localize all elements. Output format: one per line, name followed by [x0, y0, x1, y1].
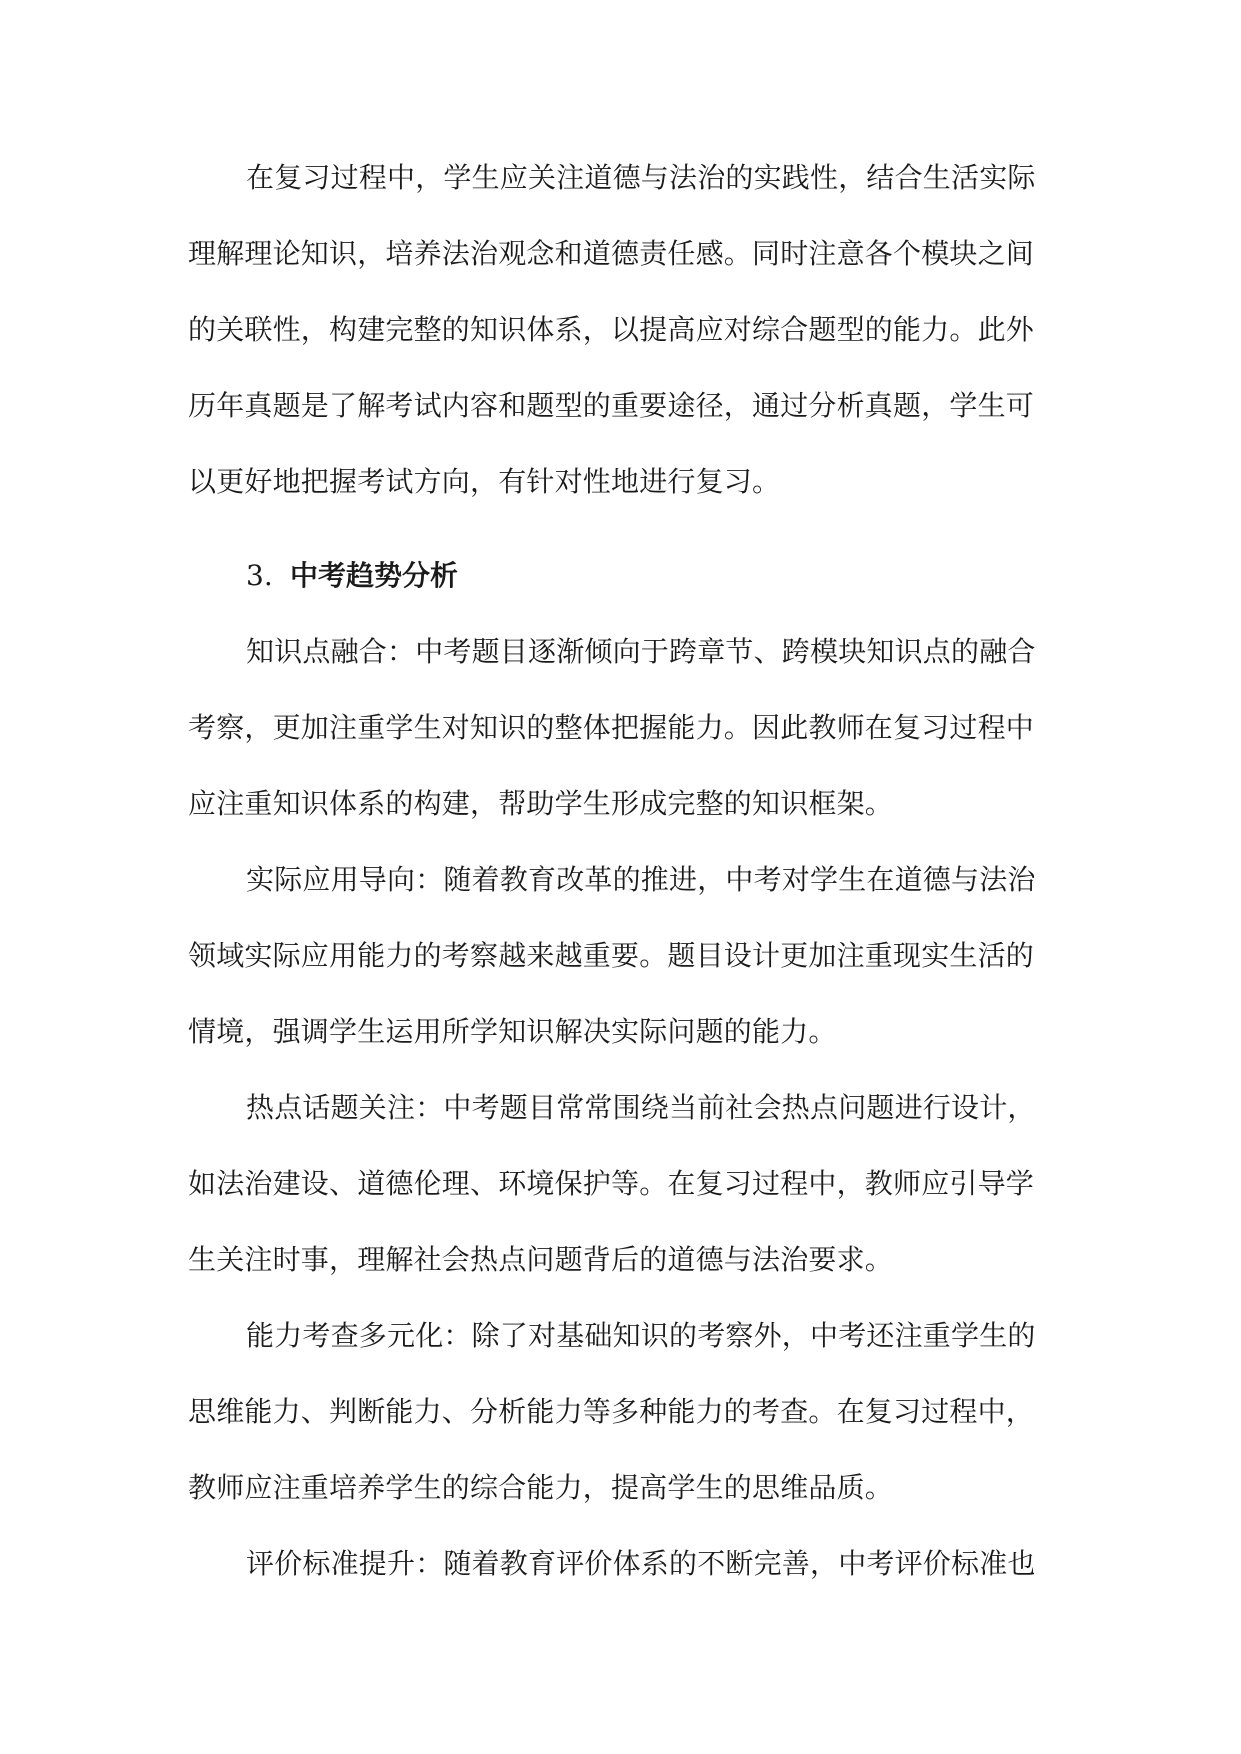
paragraph-diverse-abilities	[188, 1298, 1054, 1526]
paragraph-line: 实际应用导向：随着教育改革的推进，中考对学生在道德与法治	[246, 863, 1036, 896]
paragraph-hot-topics	[188, 1070, 1054, 1298]
paragraph-review-practice	[188, 140, 1054, 520]
paragraph-evaluation-standards	[188, 1526, 1054, 1602]
paragraph-line: 能力考查多元化：除了对基础知识的考察外，中考还注重学生的	[246, 1319, 1036, 1352]
section-number: 3.	[246, 559, 273, 592]
section-heading	[188, 538, 1054, 614]
paragraph-line: 评价标准提升：随着教育评价体系的不断完善，中考评价标准也	[246, 1547, 1036, 1580]
paragraph-line: 在复习过程中，学生应关注道德与法治的实践性，结合生活实际	[246, 161, 1036, 194]
paragraph-knowledge-integration	[188, 614, 1054, 842]
paragraph-line: 历年真题是了解考试内容和题型的重要途径，通过分析真题，学生可	[188, 389, 1035, 422]
paragraph-line: 应注重知识体系的构建，帮助学生形成完整的知识框架。	[188, 787, 894, 820]
paragraph-line: 如法治建设、道德伦理、环境保护等。在复习过程中，教师应引导学	[188, 1167, 1035, 1200]
paragraph-line: 理解理论知识，培养法治观念和道德责任感。同时注意各个模块之间	[188, 237, 1035, 270]
paragraph-practical-application	[188, 842, 1054, 1070]
paragraph-line: 热点话题关注：中考题目常常围绕当前社会热点问题进行设计，	[246, 1091, 1036, 1124]
paragraph-line: 知识点融合：中考题目逐渐倾向于跨章节、跨模块知识点的融合	[246, 635, 1036, 668]
paragraph-line: 情境，强调学生运用所学知识解决实际问题的能力。	[188, 1015, 837, 1048]
paragraph-line: 思维能力、判断能力、分析能力等多种能力的考查。在复习过程中，	[188, 1395, 1035, 1428]
paragraph-line: 领域实际应用能力的考察越来越重要。题目设计更加注重现实生活的	[188, 939, 1035, 972]
paragraph-line: 生关注时事，理解社会热点问题背后的道德与法治要求。	[188, 1243, 894, 1276]
paragraph-line: 的关联性，构建完整的知识体系，以提高应对综合题型的能力。此外	[188, 313, 1035, 346]
paragraph-line: 教师应注重培养学生的综合能力，提高学生的思维品质。	[188, 1471, 894, 1504]
paragraph-line: 以更好地把握考试方向，有针对性地进行复习。	[188, 465, 781, 498]
section-title: 中考趋势分析	[290, 559, 459, 592]
paragraph-line: 考察，更加注重学生对知识的整体把握能力。因此教师在复习过程中	[188, 711, 1035, 744]
document-body	[188, 140, 1054, 1602]
